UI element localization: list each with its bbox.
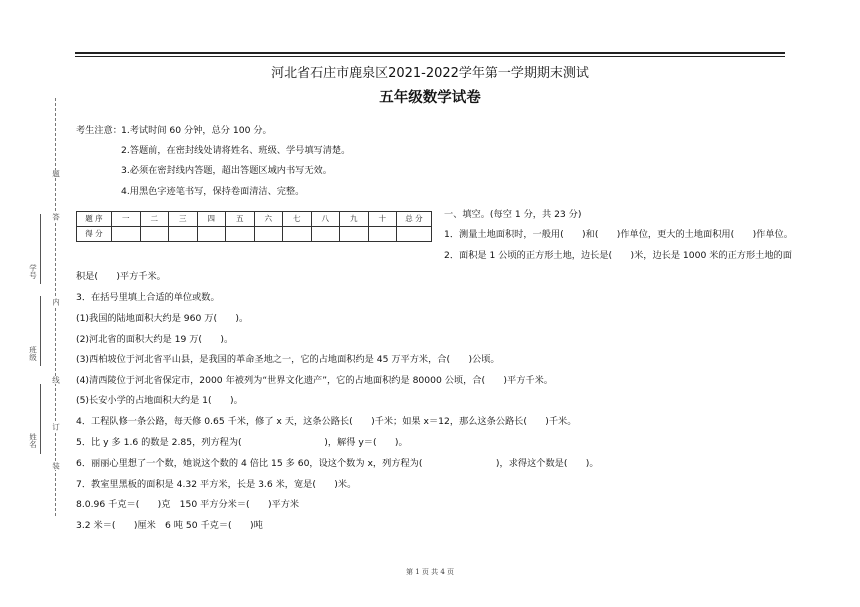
question-4: 4．工程队修一条公路，每天修 0.65 千米，修了 x 天，这条公路长( )千米；如果 x＝12，那么这条公路长( )千米。	[76, 416, 577, 427]
notice-item-2: 2.答题前，在密封线处请将姓名、班级、学号填写清楚。	[121, 145, 351, 156]
question-3-item-1: (1)我国的陆地面积大约是 960 万( )。	[76, 313, 249, 324]
score-table-row2-label: 得 分	[77, 227, 112, 242]
question-7: 7．教室里黑板的面积是 4.32 平方米，长是 3.6 米，宽是( )米。	[76, 479, 357, 490]
score-cell[interactable]	[340, 227, 369, 242]
binding-dashed-line	[55, 98, 56, 516]
score-col-6: 六	[254, 212, 283, 227]
score-table	[76, 211, 432, 242]
score-col-3: 三	[169, 212, 198, 227]
score-cell[interactable]	[169, 227, 198, 242]
score-table-header-row	[77, 212, 432, 227]
question-8-line-1: 8.0.96 千克＝( )克 150 平方分米＝( )平方米	[76, 499, 300, 510]
score-cell-total[interactable]	[397, 227, 432, 242]
score-col-7: 七	[283, 212, 312, 227]
score-cell[interactable]	[254, 227, 283, 242]
score-cell[interactable]	[311, 227, 340, 242]
score-cell[interactable]	[112, 227, 141, 242]
score-cell[interactable]	[283, 227, 312, 242]
question-5: 5．比 y 多 1.6 的数是 2.85，列方程为( )，解得 y＝( )。	[76, 437, 408, 448]
notice-item-3: 3.必须在密封线内答题，超出答题区域内书写无效。	[121, 165, 332, 176]
score-col-5: 五	[226, 212, 255, 227]
question-8-line-2: 3.2 米＝( )厘米 6 吨 50 千克＝( )吨	[76, 520, 263, 531]
question-3-item-5: (5)长安小学的占地面积大约是 1( )。	[76, 395, 243, 406]
binding-mark-ti: 题	[51, 170, 61, 178]
top-rule-thick	[75, 52, 785, 54]
student-id-label: 学号	[28, 264, 38, 279]
notice-item-4: 4.用黑色字迹笔书写，保持卷面清洁、完整。	[121, 186, 305, 197]
page-number: 第 1 页 共 4 页	[405, 568, 455, 576]
question-6: 6．丽丽心里想了一个数，她说这个数的 4 倍比 15 多 60，设这个数为 x，列方程为( )，求得这个数是( )。	[76, 458, 599, 469]
score-col-10: 十	[368, 212, 397, 227]
question-3-item-2: (2)河北省的面积大约是 19 万( )。	[76, 334, 234, 345]
binding-mark-da: 答	[51, 213, 61, 221]
name-label: 姓名	[28, 433, 38, 448]
question-2-continued: 积是( )平方千米。	[76, 271, 166, 282]
binding-mark-ding: 订	[51, 423, 61, 431]
score-col-4: 四	[197, 212, 226, 227]
top-rule-thin	[75, 56, 785, 57]
exam-subtitle: 五年级数学试卷	[379, 90, 481, 106]
class-line	[40, 296, 41, 366]
score-col-9: 九	[340, 212, 369, 227]
score-cell[interactable]	[226, 227, 255, 242]
binding-mark-zhuang: 装	[51, 462, 61, 470]
score-col-1: 一	[112, 212, 141, 227]
score-cell[interactable]	[140, 227, 169, 242]
question-3-item-4: (4)清西陵位于河北省保定市，2000 年被列为“世界文化遗产”，它的占地面积约是 80000 公顷，合( )平方千米。	[76, 375, 553, 386]
score-table-row1-label: 题 序	[77, 212, 112, 227]
score-cell[interactable]	[197, 227, 226, 242]
notice-label: 考生注意：	[76, 125, 122, 136]
score-cell[interactable]	[368, 227, 397, 242]
section1-heading: 一、填空。(每空 1 分，共 23 分)	[444, 209, 582, 220]
question-3-item-3: (3)西柏坡位于河北省平山县，是我国的革命圣地之一，它的占地面积约是 45 万平方米，合( )公顷。	[76, 354, 500, 365]
student-id-line	[40, 214, 41, 284]
class-label: 班级	[28, 346, 38, 361]
notice-item-1: 1.考试时间 60 分钟，总分 100 分。	[121, 125, 272, 136]
binding-mark-xian: 线	[51, 376, 61, 384]
exam-title: 河北省石庄市鹿泉区2021-2022学年第一学期期末测试	[271, 66, 589, 81]
score-col-8: 八	[311, 212, 340, 227]
question-1: 1．测量土地面积时，一般用( )和( )作单位，更大的土地面积用( )作单位。	[444, 229, 793, 240]
score-col-total: 总 分	[397, 212, 432, 227]
binding-mark-nei: 内	[51, 298, 61, 306]
score-table-score-row	[77, 227, 432, 242]
name-line	[40, 384, 41, 454]
score-col-2: 二	[140, 212, 169, 227]
question-3: 3．在括号里填上合适的单位或数。	[76, 292, 220, 303]
question-2: 2．面积是 1 公顷的正方形土地，边长是( )米，边长是 1000 米的正方形土地的面	[444, 250, 792, 261]
